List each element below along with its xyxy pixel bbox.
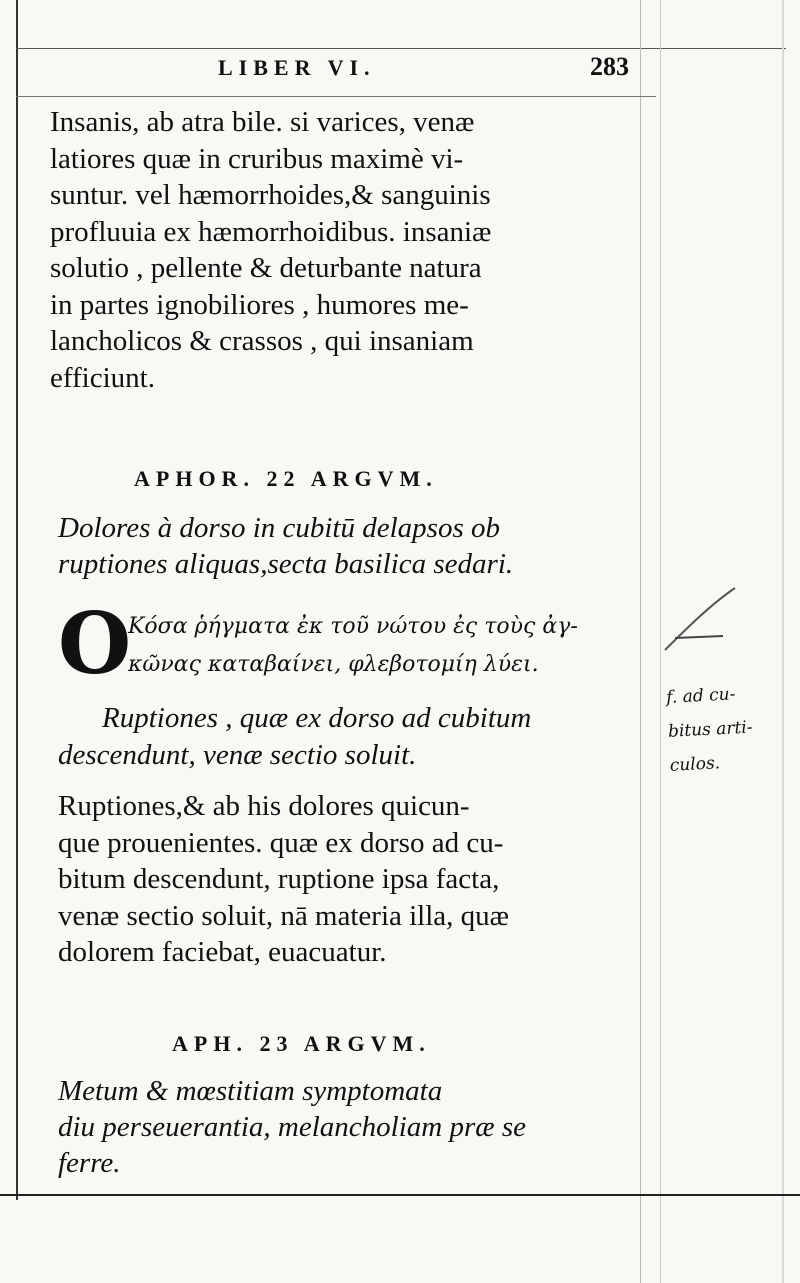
- page-edge-top: [16, 48, 786, 49]
- aphorism-heading-23: APH. 23 ARGVM.: [172, 1031, 431, 1056]
- page-number: 283: [590, 52, 629, 81]
- page-edge-left: [16, 0, 18, 1200]
- text-line: descendunt, venæ sectio soluit.: [58, 739, 417, 771]
- text-line: profluuia ex hæmorrhoidibus. insaniæ: [50, 215, 492, 248]
- page-edge-bottom: [0, 1194, 800, 1196]
- greek-line: κῶνας καταβαίνει, φλεβοτομίη λύει.: [128, 652, 539, 677]
- argument-23: [58, 1073, 648, 1181]
- aphorism-heading-22: APHOR. 22 ARGVM.: [134, 466, 438, 491]
- argument-22: [58, 510, 648, 582]
- text-line: lancholicos & crassos , qui insaniam: [50, 325, 474, 357]
- page-edge-right: [782, 0, 784, 1283]
- paragraph-2-line-1: [102, 700, 642, 737]
- text-line: bitum descendunt, ruptione ipsa facta,: [58, 863, 500, 895]
- text-line: efficiunt.: [50, 361, 155, 394]
- argument-line: ruptiones aliquas,secta basilica sedari.: [58, 548, 514, 580]
- greek-line: Κόσα ῥήγματα ἐκ τοῦ νώτου ἐς τοὺς ἀγ-: [128, 614, 578, 639]
- drop-cap-initial: O: [58, 594, 132, 693]
- text-line: suntur. vel hæmorrhoides,& sanguinis: [50, 179, 491, 211]
- argument-line: diu perseuerantia, melancholiam præ se: [58, 1111, 526, 1143]
- pen-stroke-mark: [655, 580, 745, 660]
- header-rule: [16, 96, 656, 97]
- text-line: venæ sectio soluit, nā materia illa, quæ: [58, 899, 510, 932]
- handwritten-margin-note: [665, 675, 780, 783]
- note-line: bitus arti-: [667, 717, 753, 742]
- greek-text: [128, 608, 648, 684]
- paragraph-3: [58, 788, 646, 971]
- text-line: solutio , pellente & deturbante natura: [50, 252, 482, 284]
- text-line: Ruptiones , quæ ex dorso ad cubitum: [102, 702, 532, 734]
- running-head: LIBER VI.: [218, 55, 376, 80]
- argument-line: Dolores à dorso in cubitū delapsos ob: [58, 512, 500, 544]
- text-line: que prouenientes. quæ ex dorso ad cu-: [58, 826, 504, 859]
- text-line: dolorem faciebat, euacuatur.: [58, 936, 387, 968]
- note-line: culos.: [669, 753, 721, 776]
- text-line: in partes ignobiliores , humores me-: [50, 288, 469, 321]
- argument-line: Metum & mœstitiam symptomata: [58, 1075, 443, 1107]
- paragraph-1: [50, 104, 646, 396]
- text-line: Ruptiones,& ab his dolores quicun-: [58, 790, 470, 822]
- paragraph-2-line-2: [58, 737, 646, 774]
- greek-aphorism: [58, 594, 648, 693]
- text-line: latiores quæ in cruribus maximè vi-: [50, 142, 464, 175]
- argument-line: ferre.: [58, 1147, 121, 1179]
- note-line: f. ad cu-: [665, 684, 736, 708]
- text-line: Insanis, ab atra bile. si varices, venæ: [50, 106, 475, 138]
